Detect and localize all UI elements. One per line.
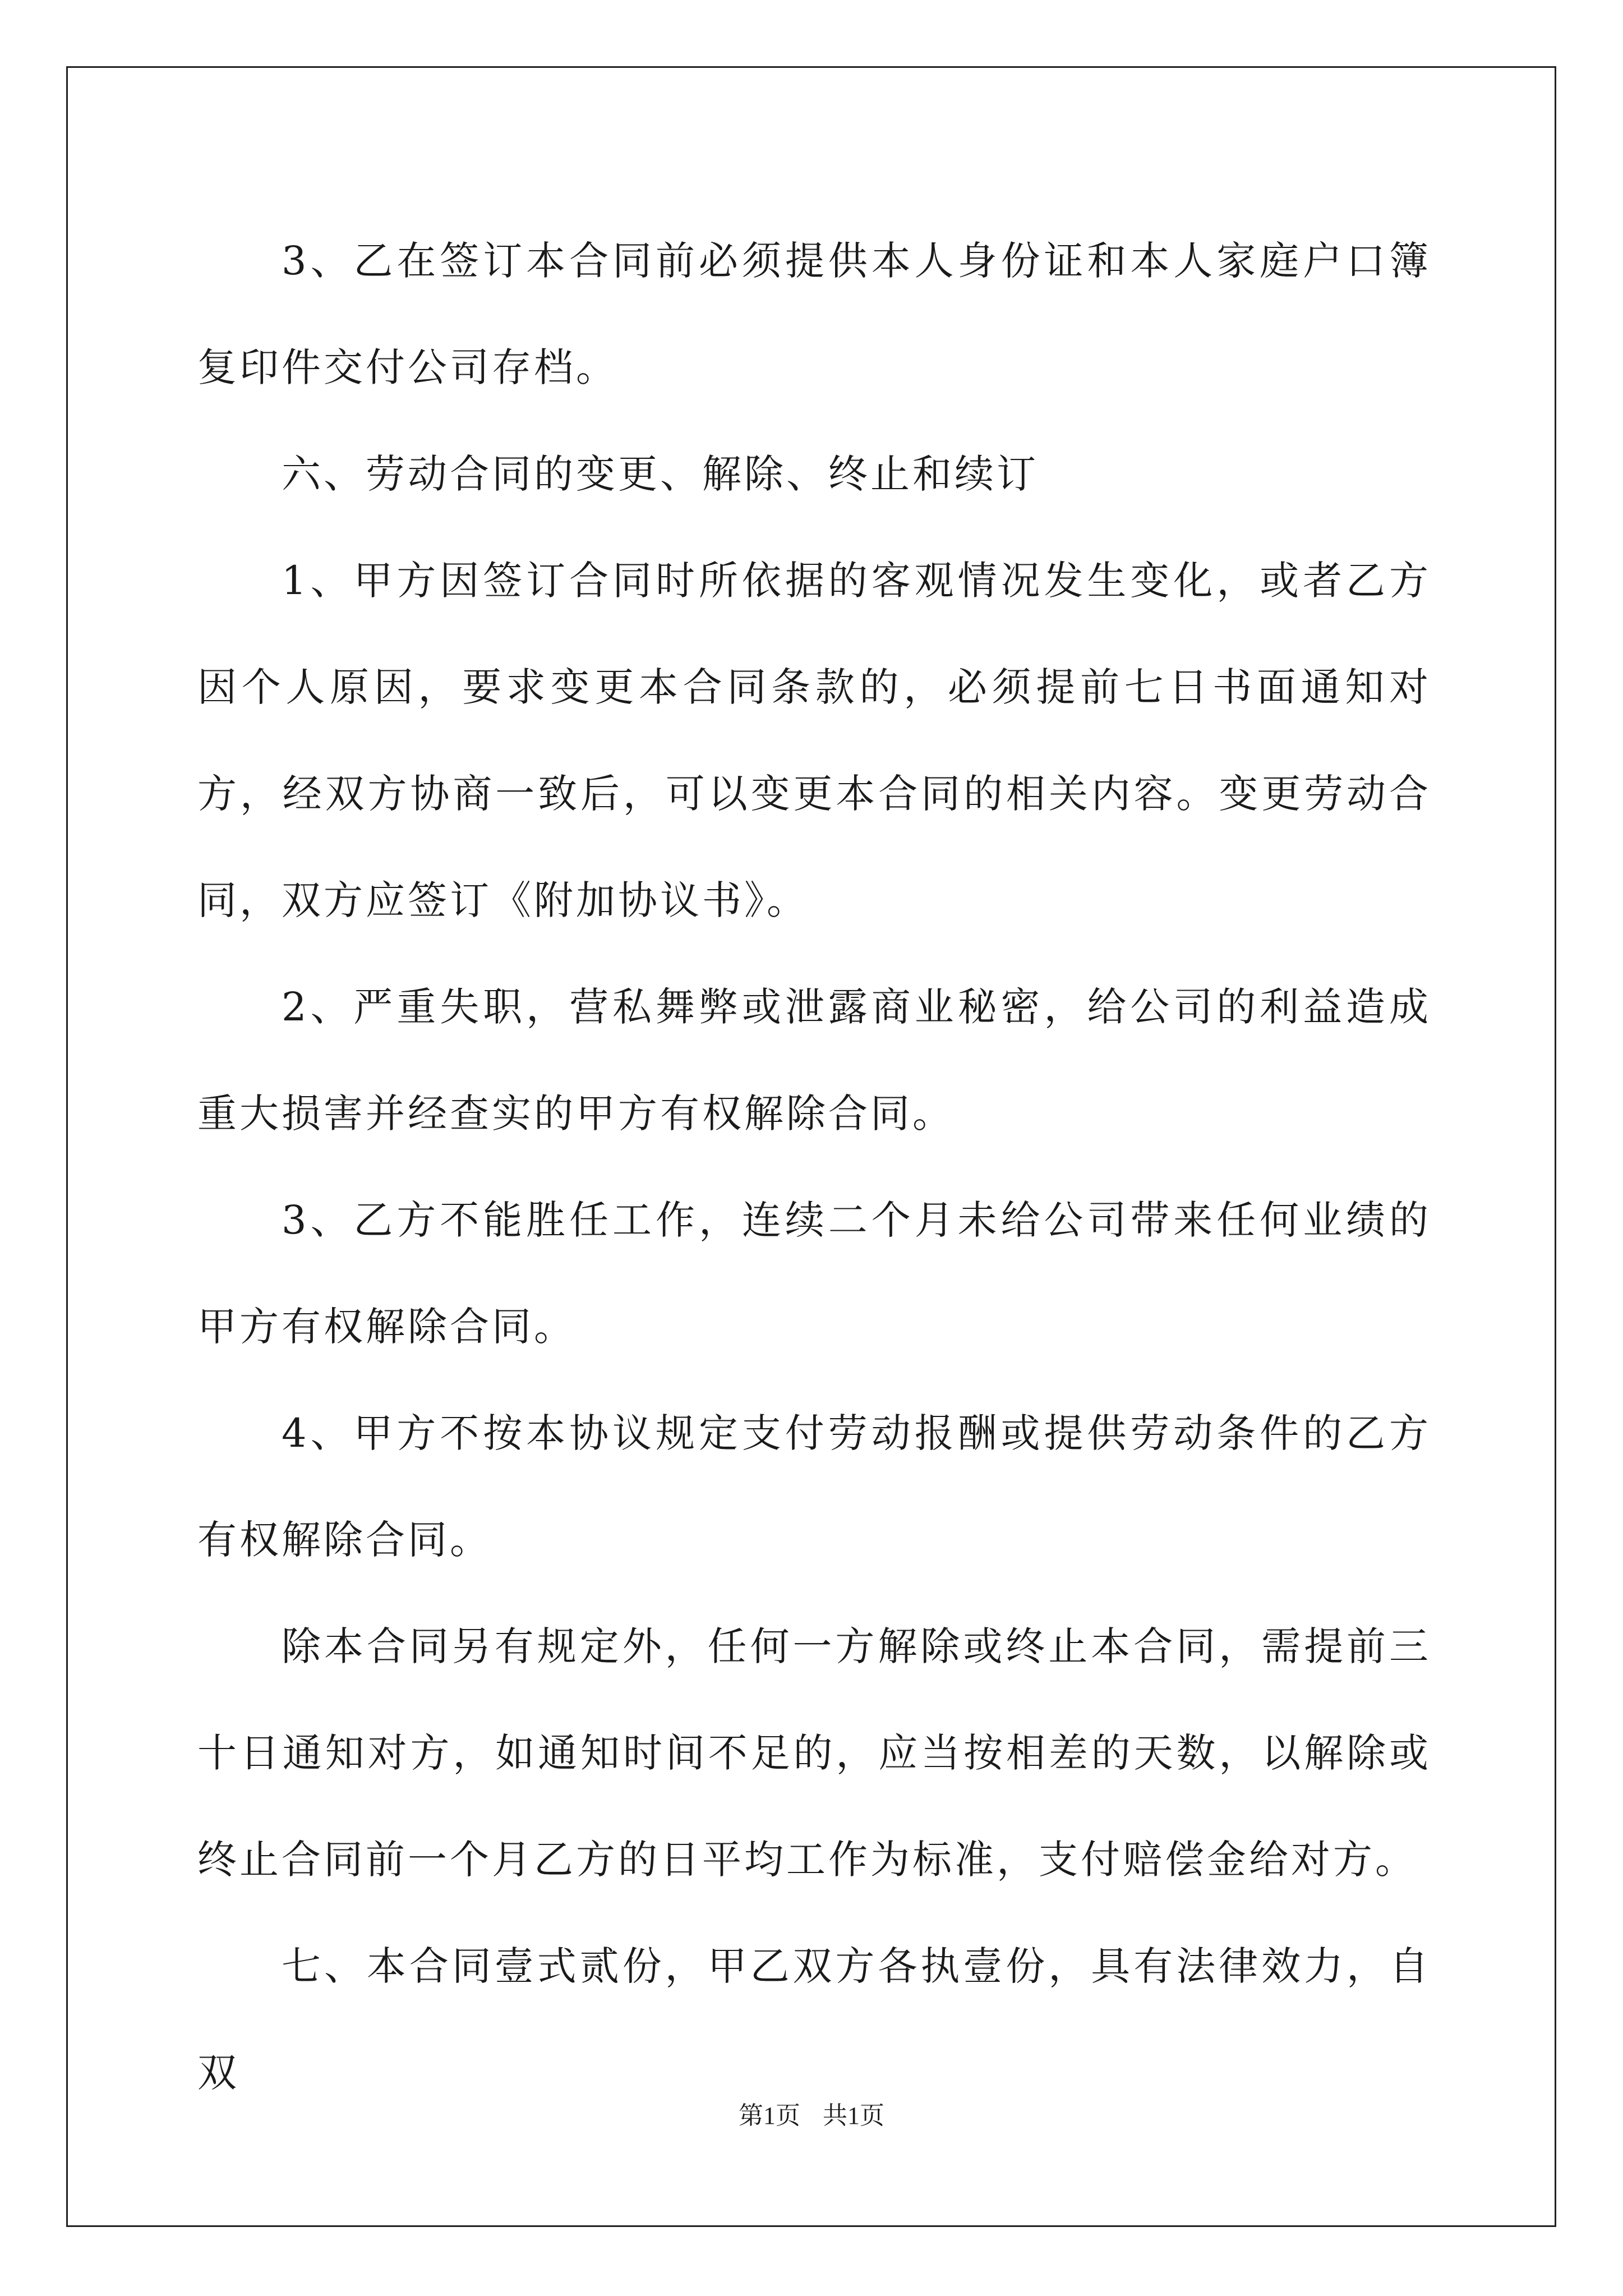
paragraph-clause-3-id-copy: 3、乙在签订本合同前必须提供本人身份证和本人家庭户口簿复印件交付公司存档。	[197, 238, 1431, 390]
document-body	[197, 208, 1431, 2126]
paragraph-notice-period: 除本合同另有规定外，任何一方解除或终止本合同，需提前三十日通知对方，如通知时间不足的，应当按相差的天数，以解除或终止合同前一个月乙方的日平均工作为标准，支付赔偿金给对方。	[197, 1623, 1431, 1883]
page-footer	[0, 2095, 1623, 2131]
paragraph-incompetence: 3、乙方不能胜任工作，连续二个月未给公司带来任何业绩的甲方有权解除合同。	[197, 1197, 1431, 1350]
paragraph-employee-termination-right: 4、甲方不按本协议规定支付劳动报酬或提供劳动条件的乙方有权解除合同。	[197, 1410, 1431, 1563]
paragraph-serious-misconduct: 2、严重失职，营私舞弊或泄露商业秘密，给公司的利益造成重大损害并经查实的甲方有权解除合同。	[197, 984, 1431, 1137]
page-number: 第1页	[739, 2102, 800, 2129]
section-heading-6: 六、劳动合同的变更、解除、终止和续订	[282, 451, 1039, 497]
paragraph-change-contract: 1、甲方因签订合同时所依据的客观情况发生变化，或者乙方因个人原因，要求变更本合同条款的，必须提前七日书面通知对方，经双方协商一致后，可以变更本合同的相关内容。变更劳动合同，双方应签订《附加协议书》。	[197, 558, 1431, 923]
section-heading-7: 七、本合同壹式贰份，甲乙双方各执壹份，具有法律效力，自双	[197, 1943, 1431, 2096]
page-total: 共1页	[823, 2102, 884, 2129]
